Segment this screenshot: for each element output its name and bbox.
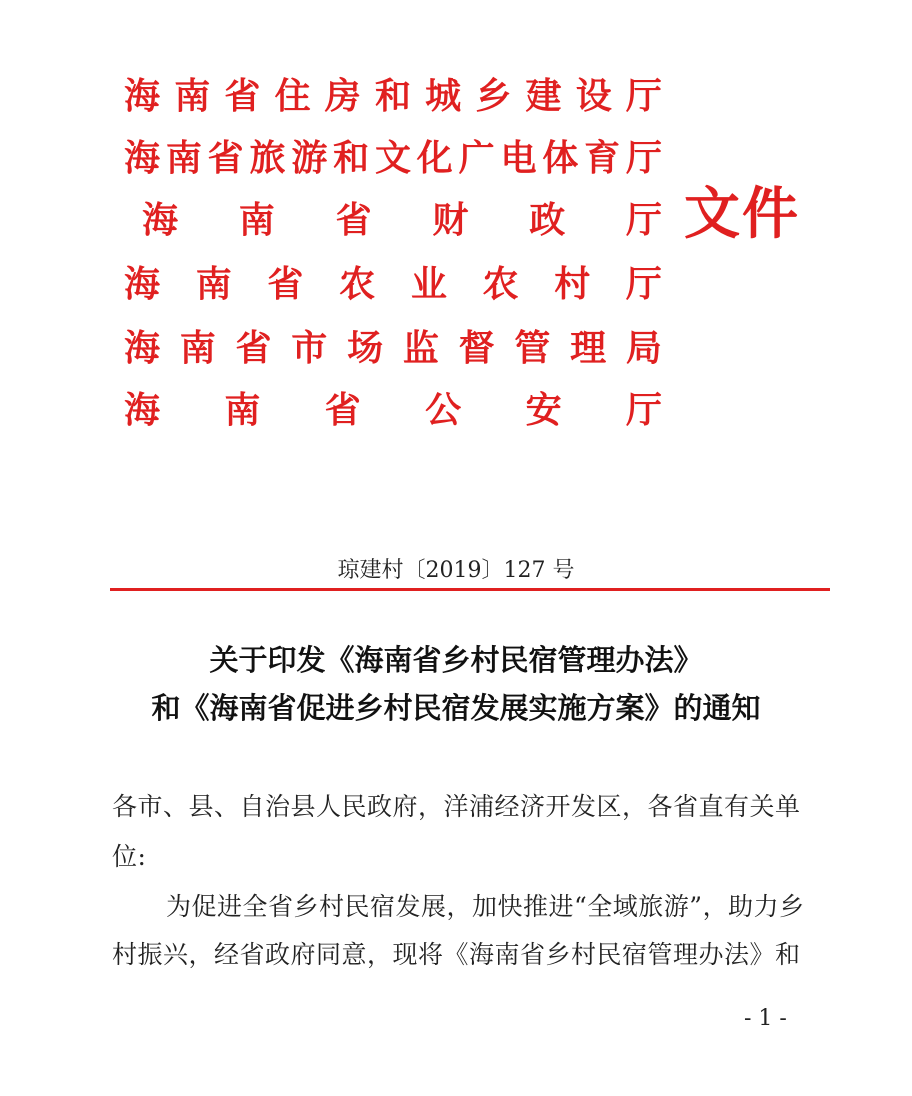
addressee-line-2: 位: [112,842,147,871]
issuing-agency-finance: 海 南 省 财 政 厅 [142,199,662,241]
notice-title-line-2: 和《海南省促进乡村民宿发展实施方案》的通知 [151,691,761,725]
issuing-agency-public-security: 海 南 省 公 安 厅 [124,389,662,431]
body-paragraph-line-1: 为促进全省乡村民宿发展，加快推进“全域旅游”，助力乡 [166,892,805,921]
issuing-agency-tourism: 海 南 省 旅 游 和 文 化 广 电 体 育 厅 [124,137,662,179]
document-type-label: 文件 [684,181,800,247]
issuing-agency-housing: 海 南 省 住 房 和 城 乡 建 设 厅 [124,75,662,117]
issuing-agency-agriculture: 海 南 省 农 业 农 村 厅 [124,263,662,305]
red-divider [110,588,830,591]
addressee-line-1: 各市、县、自治县人民政府，洋浦经济开发区，各省直有关单 [112,792,801,821]
document-number: 琼建村〔2019〕127 号 [337,558,575,583]
page-number: - 1 - [744,1006,787,1031]
notice-title-line-1: 关于印发《海南省乡村民宿管理办法》 [209,643,703,677]
issuing-agency-market-regulation: 海 南 省 市 场 监 督 管 理 局 [124,327,662,369]
body-paragraph-line-2: 村振兴，经省政府同意，现将《海南省乡村民宿管理办法》和 [112,940,801,969]
